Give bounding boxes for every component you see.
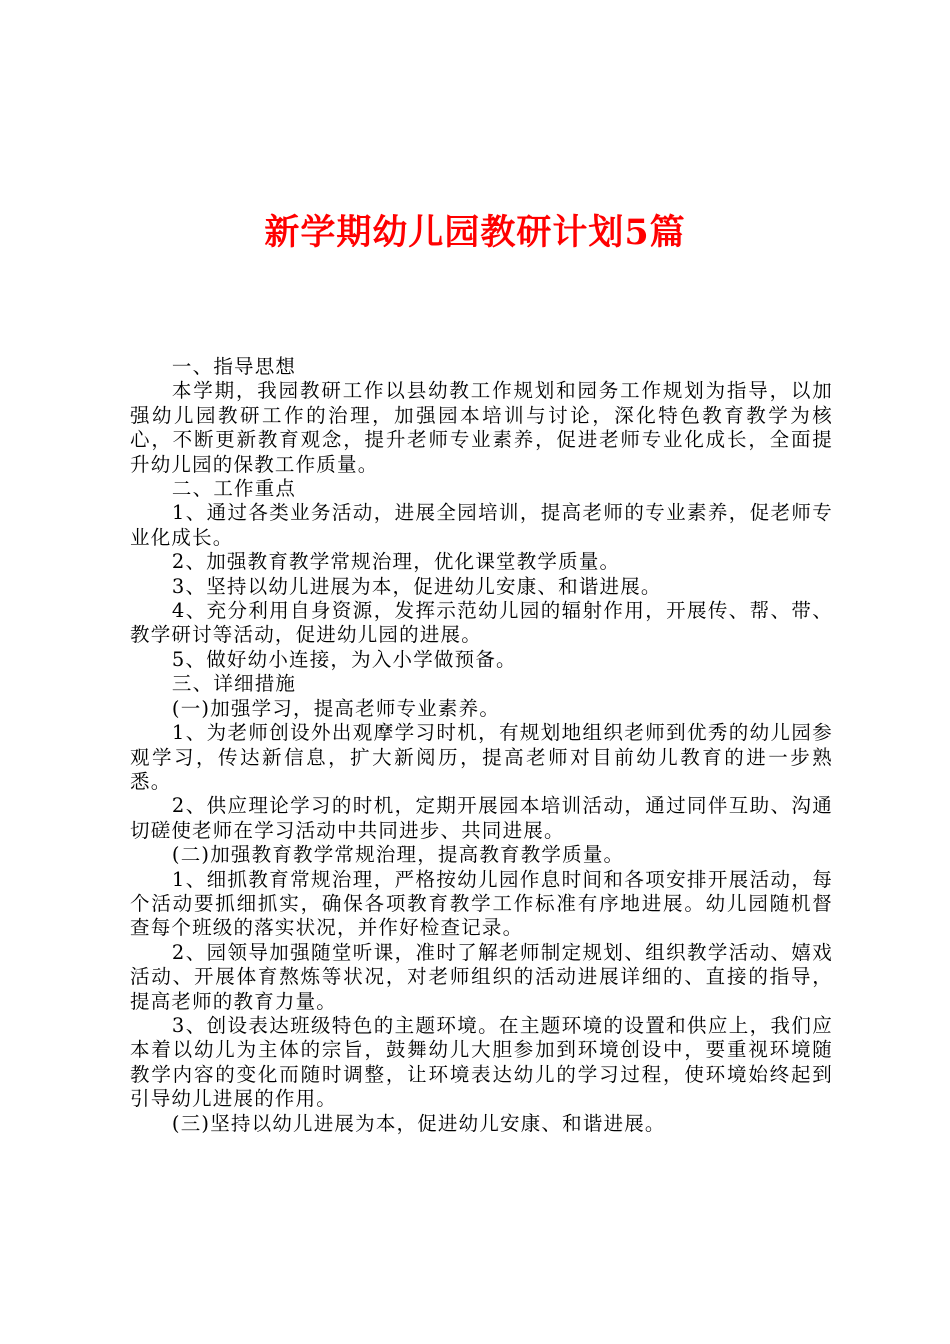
subsection-heading: (三)坚持以幼儿进展为本，促进幼儿安康、和谐进展。 xyxy=(171,1111,666,1135)
paragraph: 本学期，我园教研工作以县幼教工作规划和园务工作规划为指导，以加强幼儿园教研工作的治理，加强园本培训与讨论，深化特色教育教学为核心，不断更新教育观念，提升老师专业素养，促进老师专业化成长，全面提升幼儿园的保教工作质量。 xyxy=(130,379,833,476)
list-item: 1、为老师创设外出观摩学习时机，有规划地组织老师到优秀的幼儿园参观学习，传达新信息，扩大新阅历，提高老师对目前幼儿教育的进一步熟悉。 xyxy=(130,721,833,793)
list-item: 2、加强教育教学常规治理，优化课堂教学质量。 xyxy=(171,550,621,574)
document-body xyxy=(130,355,833,1136)
list-item: 5、做好幼小连接，为入小学做预备。 xyxy=(171,647,517,671)
list-item: 1、通过各类业务活动，进展全园培训，提高老师的专业素养，促老师专业化成长。 xyxy=(130,501,833,549)
document-title: 新学期幼儿园教研计划5篇 xyxy=(264,212,686,253)
list-item: 4、充分利用自身资源，发挥示范幼儿园的辐射作用，开展传、帮、带、教学研讨等活动，促进幼儿园的进展。 xyxy=(130,599,833,647)
list-item: 2、供应理论学习的时机，定期开展园本培训活动，通过同伴互助、沟通切磋使老师在学习活动中共同进步、共同进展。 xyxy=(130,794,833,842)
subsection-heading: (一)加强学习，提高老师专业素养。 xyxy=(171,696,501,720)
list-item: 3、创设表达班级特色的主题环境。在主题环境的设置和供应上，我们应本着以幼儿为主体的宗旨，鼓舞幼儿大胆参加到环境创设中，要重视环境随教学内容的变化而随时调整，让环境表达幼儿的学习过程，使环境始终起到引导幼儿进展的作用。 xyxy=(130,1013,833,1111)
section-heading-guiding-ideology: 一、指导思想 xyxy=(171,355,297,378)
section-heading-measures: 三、详细措施 xyxy=(171,672,297,696)
list-item: 2、园领导加强随堂听课，准时了解老师制定规划、组织教学活动、嬉戏活动、开展体育熬炼等状况，对老师组织的活动进展详细的、直接的指导，提高老师的教育力量。 xyxy=(130,940,833,1013)
subsection-heading: (二)加强教育教学常规治理，提高教育教学质量。 xyxy=(171,843,625,867)
section-heading-work-focus: 二、工作重点 xyxy=(171,477,297,501)
list-item: 1、细抓教育常规治理，严格按幼儿园作息时间和各项安排开展活动，每个活动要抓细抓实，确保各项教育教学工作标准有序地进展。幼儿园随机督查每个班级的落实状况，并作好检查记录。 xyxy=(130,867,833,940)
list-item: 3、坚持以幼儿进展为本，促进幼儿安康、和谐进展。 xyxy=(171,574,662,598)
